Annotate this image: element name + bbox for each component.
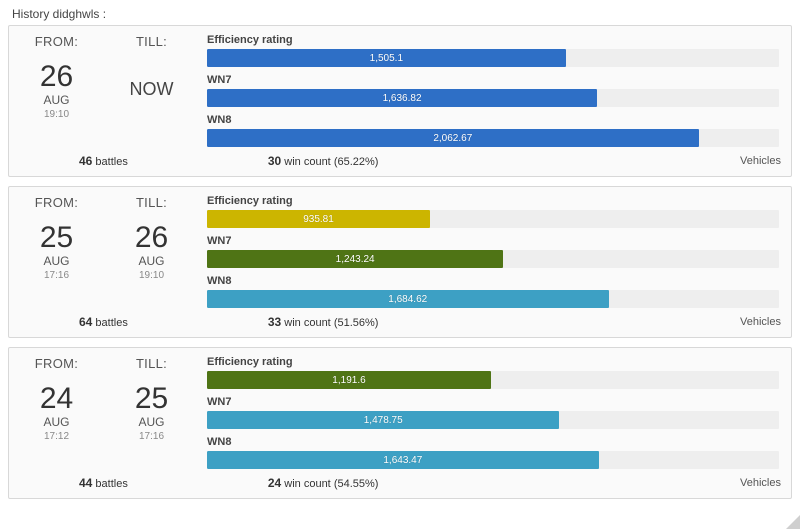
bar-group-wn7 bbox=[207, 74, 779, 107]
vehicles-link[interactable]: Vehicles bbox=[740, 155, 781, 167]
wins-stat bbox=[268, 476, 379, 490]
battles-label: battles bbox=[95, 478, 128, 490]
wins-label: win count bbox=[284, 317, 331, 329]
bar-fill bbox=[207, 89, 597, 107]
bar-label: Efficiency rating bbox=[207, 356, 293, 368]
bar-label: Efficiency rating bbox=[207, 195, 293, 207]
battles-label: battles bbox=[95, 317, 128, 329]
battles-stat bbox=[79, 476, 128, 490]
bar-value: 1,191.6 bbox=[332, 374, 366, 386]
bar-fill bbox=[207, 371, 491, 389]
till-time: 19:10 bbox=[138, 270, 165, 281]
bar-fill bbox=[207, 210, 430, 228]
bar-fill bbox=[207, 290, 609, 308]
from-month: AUG bbox=[43, 415, 70, 429]
till-day: 25 bbox=[134, 382, 169, 415]
win-rate: (65.22%) bbox=[333, 156, 379, 168]
bar-value: 935.81 bbox=[303, 213, 334, 225]
till-month: AUG bbox=[138, 415, 165, 429]
bar-group-wn8 bbox=[207, 275, 779, 308]
from-month: AUG bbox=[43, 254, 70, 268]
bar-label: WN7 bbox=[207, 396, 232, 408]
till-month: AUG bbox=[138, 254, 165, 268]
from-month: AUG bbox=[43, 93, 70, 107]
history-card[interactable] bbox=[8, 186, 792, 338]
from-label: FROM: bbox=[34, 34, 79, 49]
bar-track bbox=[207, 129, 779, 147]
battles-stat bbox=[79, 315, 128, 329]
bar-label: WN7 bbox=[207, 235, 232, 247]
bar-fill bbox=[207, 250, 503, 268]
battles-label: battles bbox=[95, 156, 128, 168]
card-footer bbox=[9, 315, 791, 329]
bar-label: Efficiency rating bbox=[207, 34, 293, 46]
from-label: FROM: bbox=[34, 356, 79, 371]
bar-fill bbox=[207, 129, 699, 147]
bar-track bbox=[207, 451, 779, 469]
bar-track bbox=[207, 89, 779, 107]
bar-group-efficiency bbox=[207, 356, 779, 389]
wins-count: 33 bbox=[267, 315, 282, 329]
till-time: 17:16 bbox=[138, 431, 165, 442]
till-label: TILL: bbox=[135, 195, 168, 210]
bar-value: 1,636.82 bbox=[382, 92, 422, 104]
from-time: 19:10 bbox=[43, 109, 70, 120]
till-day: 26 bbox=[134, 221, 169, 254]
from-day: 24 bbox=[39, 382, 74, 415]
bar-group-efficiency bbox=[207, 34, 779, 67]
wins-stat bbox=[268, 315, 379, 329]
bar-track bbox=[207, 210, 779, 228]
win-rate: (51.56%) bbox=[333, 317, 379, 329]
from-label: FROM: bbox=[34, 195, 79, 210]
bar-fill bbox=[207, 451, 599, 469]
bar-group-wn7 bbox=[207, 396, 779, 429]
bar-value: 1,643.47 bbox=[383, 454, 423, 466]
bar-value: 1,243.24 bbox=[335, 253, 375, 265]
till-day: NOW bbox=[129, 79, 174, 99]
vehicles-link[interactable]: Vehicles bbox=[740, 316, 781, 328]
bar-group-wn8 bbox=[207, 436, 779, 469]
from-day: 25 bbox=[39, 221, 74, 254]
wins-label: win count bbox=[284, 478, 331, 490]
vehicles-link[interactable]: Vehicles bbox=[740, 477, 781, 489]
wins-stat bbox=[268, 154, 379, 168]
bar-track bbox=[207, 411, 779, 429]
bar-label: WN8 bbox=[207, 114, 232, 126]
card-footer bbox=[9, 476, 791, 490]
card-footer bbox=[9, 154, 791, 168]
history-card[interactable] bbox=[8, 347, 792, 499]
bar-track bbox=[207, 49, 779, 67]
page-corner-fold bbox=[786, 515, 800, 529]
bar-track bbox=[207, 250, 779, 268]
bar-fill bbox=[207, 411, 559, 429]
bar-track bbox=[207, 371, 779, 389]
till-label: TILL: bbox=[135, 356, 168, 371]
bar-group-wn8 bbox=[207, 114, 779, 147]
bar-group-efficiency bbox=[207, 195, 779, 228]
till-label: TILL: bbox=[135, 34, 168, 49]
from-time: 17:16 bbox=[43, 270, 70, 281]
bar-value: 1,478.75 bbox=[363, 414, 403, 426]
wins-count: 30 bbox=[267, 154, 282, 168]
wins-label: win count bbox=[284, 156, 331, 168]
bar-value: 1,684.62 bbox=[388, 293, 428, 305]
bar-label: WN8 bbox=[207, 436, 232, 448]
bar-label: WN7 bbox=[207, 74, 232, 86]
page-title: History didghwls : bbox=[12, 7, 107, 21]
battles-stat bbox=[79, 154, 128, 168]
battles-count: 44 bbox=[79, 476, 93, 490]
battles-count: 64 bbox=[79, 315, 93, 329]
battles-count: 46 bbox=[79, 154, 93, 168]
bar-value: 2,062.67 bbox=[433, 132, 473, 144]
bar-fill bbox=[207, 49, 566, 67]
bar-label: WN8 bbox=[207, 275, 232, 287]
history-card[interactable] bbox=[8, 25, 792, 177]
win-rate: (54.55%) bbox=[333, 478, 379, 490]
bar-track bbox=[207, 290, 779, 308]
wins-count: 24 bbox=[267, 476, 282, 490]
from-day: 26 bbox=[39, 60, 74, 93]
bar-value: 1,505.1 bbox=[369, 52, 404, 64]
bar-group-wn7 bbox=[207, 235, 779, 268]
from-time: 17:12 bbox=[43, 431, 70, 442]
